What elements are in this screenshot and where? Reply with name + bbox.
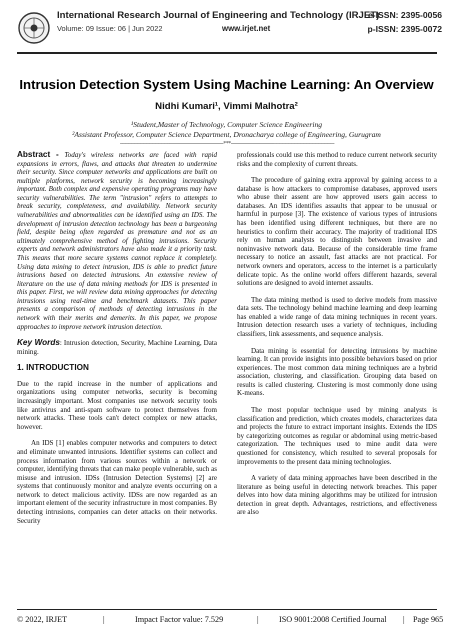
paper-authors: Nidhi Kumari¹, Vimmi Malhotra² — [155, 101, 298, 112]
left-column — [17, 151, 217, 533]
footer-impact-factor: Impact Factor value: 7.529 — [135, 615, 224, 624]
paragraph: professionals could use this method to reduce current network security risks and the complexity of current threats. — [237, 151, 437, 168]
right-column — [237, 151, 437, 525]
paragraph: The procedure of gaining extra approval by gaining access to a database is how attackers to compromise databases, approved users who abuse their assent are how approved users gain access to databases. An IDS identifies assaults that appear to be unusual or harmful in purpose [3]. The existence of various types of intrusions has been identified using different techniques, but there are no heuristics to confirm their accuracy. The majority of traditional IDS rely on human analysts to distinguish between invasive and noninvasive network data. Because of the considerable time frame necessary to notice an assault, fast attacks are not practical. For network owners and operators, access to the internet is a particularly delicate topic. As the online world offers different hazards, several solutions are designed to avoid internet assaults. — [237, 176, 437, 288]
section-separator: ---------------------------------------------------------------------***--------------------------------------------------------------------- — [119, 141, 335, 147]
footer-copyright: © 2022, IRJET — [17, 615, 68, 624]
paper-title: Intrusion Detection System Using Machine Learning: An Overview — [19, 77, 434, 92]
footer-iso: ISO 9001:2008 Certified Journal — [279, 615, 387, 624]
section-heading-introduction: 1. INTRODUCTION — [17, 363, 89, 373]
p-issn: p-ISSN: 2395-0072 — [367, 24, 442, 34]
header-rule — [17, 52, 437, 54]
paragraph: The most popular technique used by mining analysts is classification and prediction, which creates models, characterizes data and projects the future to extract important insights. Extends the IDS by categorizing outcomes as regular or abdominal using metric-based categorization. The techniques used to mine audit data were questioned for consistency, which resulted to several proposals for improvements to the present data mining technologies. — [237, 406, 437, 466]
journal-website-link[interactable]: www.irjet.net — [222, 24, 271, 33]
paragraph: A variety of data mining approaches have been described in the literature as being useful in detecting network breaches. This paper delves into how data mining algorithms may be utilized for intrusion detection in great depth. Advantages, restrictions, and effectiveness are also — [237, 474, 437, 517]
footer-separator: | — [403, 615, 405, 624]
keywords — [17, 339, 217, 356]
journal-title: International Research Journal of Engineering and Technology (IRJET) — [57, 10, 380, 21]
volume-issue: Volume: 09 Issue: 06 | Jun 2022 — [57, 24, 163, 33]
abstract-body: Today's wireless networks are faced with rapid expansions in errors, flaws, and attacks that threaten to undermine their security. Since computer networks and applications are built on multiple platforms, network security is becoming increasingly important. Both complex and expensive operating programs may have security vulnerabilities. The term "intrusion" refers to attempts to break security, completeness, and availability. Network security vulnerabilities and abnormalities can be identified using an IDS. The development of intrusion detection technology has been a burgeoning field, despite being often regarded as premature and not as an ultimately comprehensive method of fighting intrusions. Security experts and network administrators have also made it a priority task. This means that more secure systems cannot replace it completely. Using data mining to detect intrusion, IDS is able to predict future intrusions based on detected intrusions. An extensive review of literature on the use of data mining methods for IDS is presented in this paper. First, we will review data mining approaches for detecting intrusions using real-time and benchmark datasets. This paper presents a comparison of methods of detecting intrusions in the network with their merits and demerits. In this paper, we propose approaches to improve network intrusion detection. — [17, 151, 217, 331]
abstract-heading: Abstract - — [17, 150, 65, 159]
footer-separator: | — [103, 615, 105, 624]
paragraph: The data mining method is used to derive models from massive data sets. The technology behind machine learning and deep learning has enabled a wide range of data mining techniques in recent years. Intrusion detection research uses a variety of techniques, including classifiers, link assessments, and sequence analysis. — [237, 295, 437, 338]
footer-separator: | — [257, 615, 259, 624]
paragraph: An IDS [1] enables computer networks and computers to detect and eliminate unwanted intrusions. Identifier systems can collect and process information from various sources within a network or computer, identifying threats that can make people vulnerable, such as misuse and intrusion. IDSs (Intrusion Detection Systems) [2] are systems that continuously monitor and analyze events occurring on a network to detect malicious activity. IDSs are now regarded as an important element of the security infrastructure in most companies. By detecting intrusions, companies can deter attacks on their networks. Security — [17, 439, 217, 525]
affiliation-2: ²Assistant Professor, Computer Science Department, Dronacharya college of Engineering, Gurugram — [72, 130, 381, 139]
e-issn: e-ISSN: 2395-0056 — [367, 10, 442, 20]
footer-rule — [17, 609, 437, 610]
keywords-body: : Intrusion detection, Security, Machine Learning, Data mining. — [17, 339, 217, 356]
abstract — [17, 151, 217, 331]
affiliation-1: ¹Student,Master of Technology, Computer Science Engineering — [130, 120, 323, 129]
paragraph: Data mining is essential for detecting intrusions by machine learning. It can provide insights into possible behaviors based on prior experiences. The most common data mining techniques are a hybrid association, clustering, and classification. Grouping data based on results is called clustering. Clustering is most commonly done using K-means. — [237, 346, 437, 398]
paragraph: Due to the rapid increase in the number of applications and organizations using computer networks, security is becoming increasingly important. Most companies use network security tools like antivirus and anti-spam software to protect themselves from network attacks. These tools can't detect complex or new attacks, however. — [17, 379, 217, 431]
journal-header — [17, 8, 442, 52]
irjet-logo-icon — [17, 11, 53, 45]
page-number: Page 965 — [413, 615, 444, 624]
keywords-heading: Key Words — [17, 338, 60, 348]
